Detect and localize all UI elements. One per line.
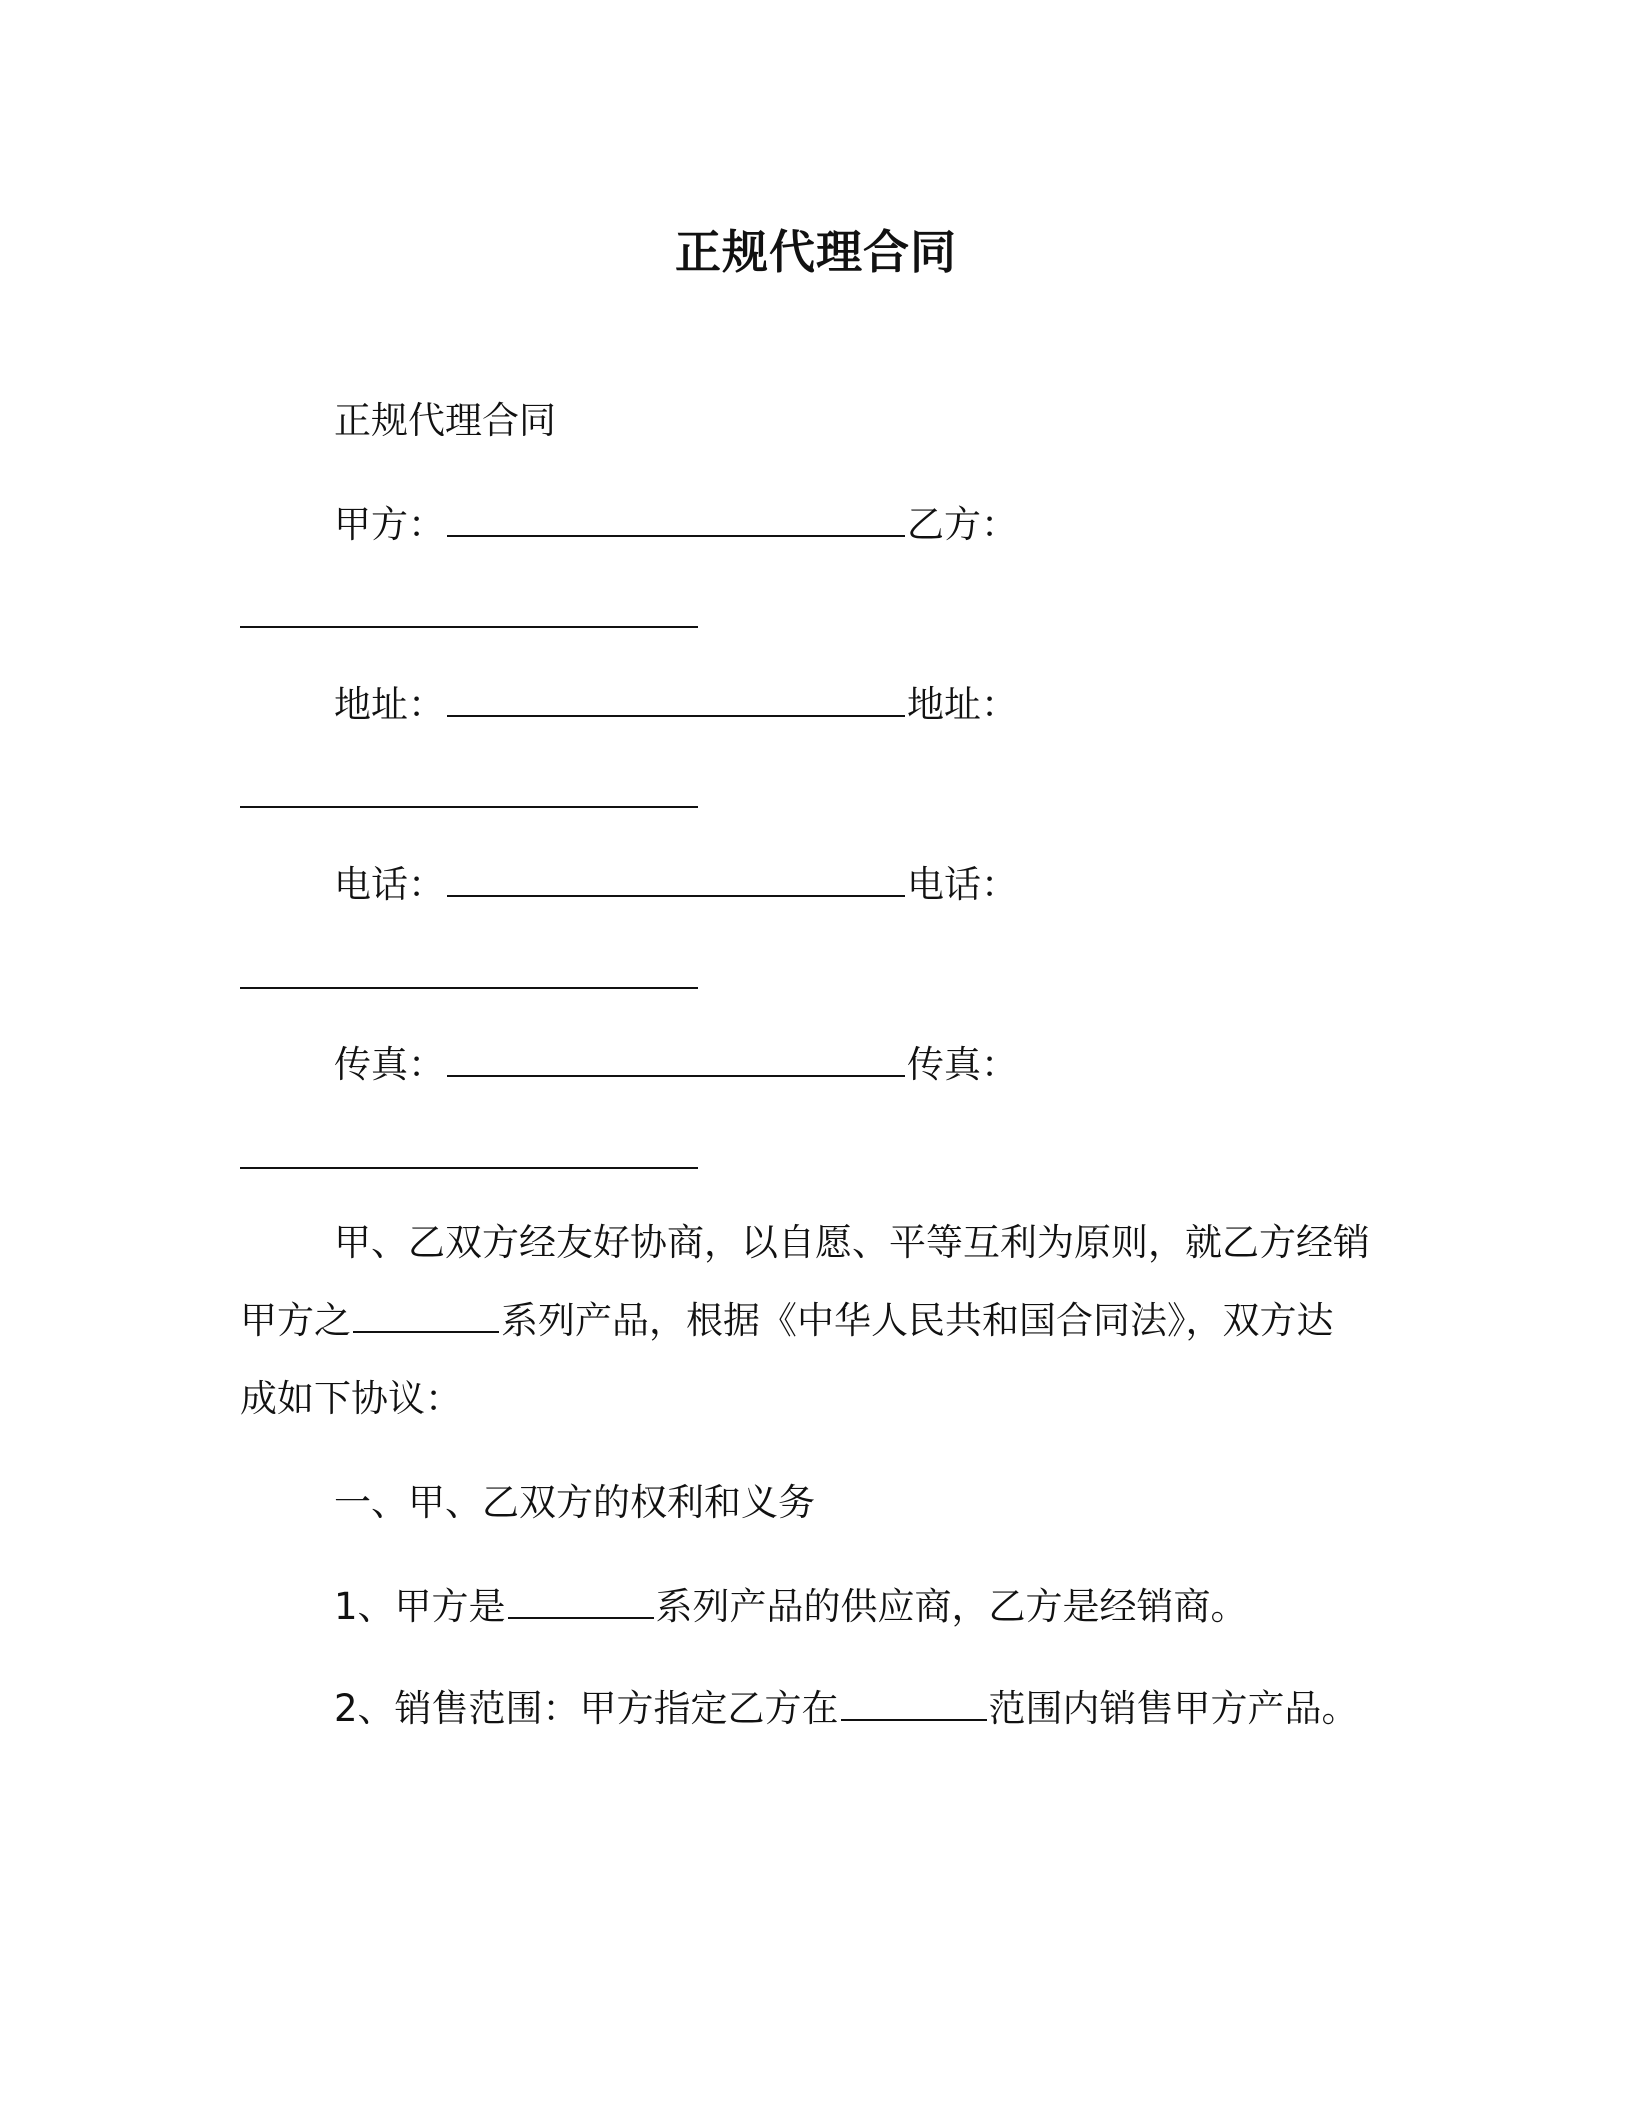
clause-2-suffix: 范围内销售甲方产品。 bbox=[988, 1687, 1359, 1730]
clause-1 bbox=[334, 1582, 1248, 1632]
clause-2-range-blank bbox=[841, 1685, 987, 1721]
document-title: 正规代理合同 bbox=[675, 225, 957, 279]
party-a-fax-label: 传真： bbox=[334, 1043, 445, 1086]
product-series-blank bbox=[353, 1297, 499, 1333]
intro-line-2 bbox=[240, 1296, 1334, 1346]
party-b-name-blank bbox=[240, 592, 698, 628]
party-a-name-blank bbox=[447, 501, 905, 537]
party-a-address-blank bbox=[447, 681, 905, 717]
party-b-phone-blank bbox=[240, 953, 698, 989]
party-b-address-blank bbox=[240, 772, 698, 808]
fax-row bbox=[334, 1040, 1018, 1090]
document-subtitle: 正规代理合同 bbox=[334, 399, 556, 442]
clause-2 bbox=[334, 1684, 1359, 1734]
clause-1-prefix: 1、甲方是 bbox=[334, 1585, 506, 1628]
party-b-name-row bbox=[240, 591, 698, 641]
party-b-address-label: 地址： bbox=[907, 683, 1018, 726]
intro-line-1: 甲、乙双方经友好协商，以自愿、平等互利为原则，就乙方经销 bbox=[334, 1221, 1370, 1264]
section-1-heading: 一、甲、乙双方的权利和义务 bbox=[334, 1481, 815, 1524]
party-a-label: 甲方： bbox=[334, 503, 445, 546]
intro-line-2-prefix: 甲方之 bbox=[240, 1299, 351, 1342]
address-row bbox=[334, 680, 1018, 730]
party-b-label: 乙方： bbox=[907, 503, 1018, 546]
party-b-address-row bbox=[240, 771, 698, 821]
party-b-fax-label: 传真： bbox=[907, 1043, 1018, 1086]
phone-row bbox=[334, 860, 1018, 910]
clause-2-prefix: 2、销售范围：甲方指定乙方在 bbox=[334, 1687, 839, 1730]
intro-line-2-suffix: 系列产品，根据《中华人民共和国合同法》，双方达 bbox=[501, 1299, 1334, 1342]
clause-1-series-blank bbox=[508, 1583, 654, 1619]
party-a-phone-label: 电话： bbox=[334, 863, 445, 906]
party-a-phone-blank bbox=[447, 861, 905, 897]
party-b-phone-label: 电话： bbox=[907, 863, 1018, 906]
party-a-fax-blank bbox=[447, 1041, 905, 1077]
party-b-phone-row bbox=[240, 952, 698, 1002]
clause-1-suffix: 系列产品的供应商，乙方是经销商。 bbox=[655, 1585, 1248, 1628]
party-a-address-label: 地址： bbox=[334, 683, 445, 726]
party-b-fax-blank bbox=[240, 1133, 698, 1169]
intro-line-3: 成如下协议： bbox=[240, 1377, 462, 1420]
party-b-fax-row bbox=[240, 1132, 698, 1182]
party-name-row bbox=[334, 500, 1018, 550]
